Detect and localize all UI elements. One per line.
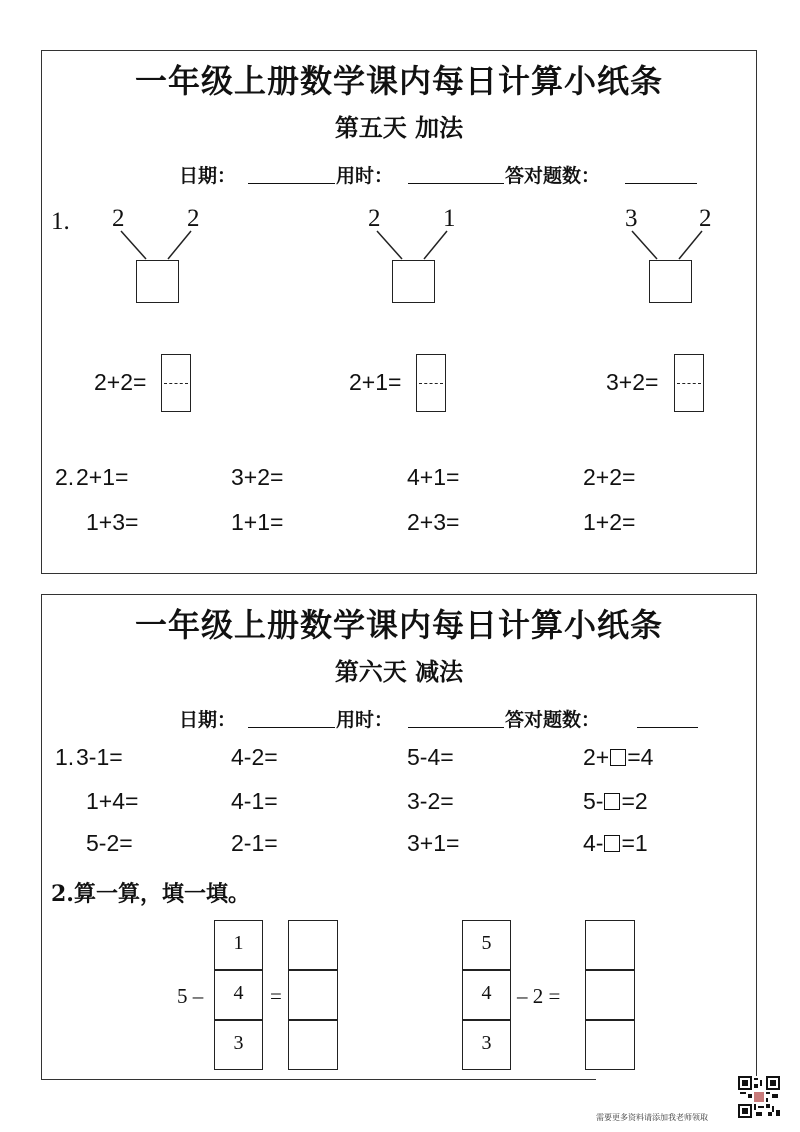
day6-card <box>41 594 757 1080</box>
correct-count-label: 答对题数： <box>505 709 601 731</box>
missing-number-problem: 5- =2 <box>583 788 648 814</box>
problem: 5-4= <box>407 744 454 770</box>
time-label: 用时： <box>336 165 394 187</box>
bond-1-right-number: 2 <box>187 205 200 232</box>
bond-1-answer-box[interactable] <box>136 260 179 303</box>
problem: 1+4= <box>86 788 139 814</box>
question-2-label: 2. <box>55 464 75 490</box>
problem: 2+2= <box>583 464 636 490</box>
number-bond-lines <box>42 51 758 351</box>
machine-right-output-box[interactable] <box>585 970 635 1020</box>
problem: 4-1= <box>231 788 278 814</box>
correct-count-label: 答对题数： <box>505 165 601 187</box>
machine-left-input: 4 <box>214 970 263 1020</box>
bond-3-expression: 3+2= <box>606 369 659 395</box>
footer-note: 需要更多资料请添加我老师领取 <box>596 1113 708 1122</box>
missing-number-problem: 4- =1 <box>583 830 648 856</box>
question-1-label: 1. <box>51 208 70 235</box>
date-label: 日期： <box>179 709 237 731</box>
bond-1-left-number: 2 <box>112 205 125 232</box>
day5-card <box>41 50 757 574</box>
question-1-label: 1. <box>55 744 75 770</box>
machine-left-output-box[interactable] <box>288 1020 338 1070</box>
bond-1-split-box[interactable] <box>161 354 191 412</box>
problem: 3-2= <box>407 788 454 814</box>
problem: 3+2= <box>231 464 284 490</box>
qr-code-icon <box>738 1076 780 1118</box>
problem: 1+3= <box>86 509 139 535</box>
blank-box[interactable] <box>604 793 620 810</box>
bond-2-expression: 2+1= <box>349 369 402 395</box>
machine-right-output-box[interactable] <box>585 1020 635 1070</box>
date-label: 日期： <box>179 165 237 187</box>
problem: 3-1= <box>76 744 123 770</box>
missing-number-problem: 2+ =4 <box>583 744 654 770</box>
blank-box[interactable] <box>610 749 626 766</box>
problem: 1+1= <box>231 509 284 535</box>
bond-3-left-number: 3 <box>625 205 638 232</box>
machine-left-output-box[interactable] <box>288 970 338 1020</box>
machine-left-prefix: 5 – <box>177 984 204 1008</box>
bond-3-split-box[interactable] <box>674 354 704 412</box>
lesson-subtitle: 第六天 减法 <box>334 657 464 686</box>
bond-1-expression: 2+2= <box>94 369 147 395</box>
machine-right-input: 5 <box>462 920 511 970</box>
machine-left-input: 1 <box>214 920 263 970</box>
problem: 2-1= <box>231 830 278 856</box>
page-title: 一年级上册数学课内每日计算小纸条 <box>134 62 663 100</box>
correct-count-blank[interactable] <box>637 727 698 728</box>
machine-right-input: 3 <box>462 1020 511 1070</box>
problem: 4+1= <box>407 464 460 490</box>
problem: 2+3= <box>407 509 460 535</box>
bond-2-answer-box[interactable] <box>392 260 435 303</box>
problem: 3+1= <box>407 830 460 856</box>
machine-left-output-box[interactable] <box>288 920 338 970</box>
bond-3-right-number: 2 <box>699 205 712 232</box>
time-blank[interactable] <box>408 727 504 728</box>
lesson-subtitle: 第五天 加法 <box>334 113 464 142</box>
machine-left-equals: = <box>270 984 282 1008</box>
machine-right-input: 4 <box>462 970 511 1020</box>
time-label: 用时： <box>336 709 394 731</box>
bond-2-split-box[interactable] <box>416 354 446 412</box>
machine-right-output-box[interactable] <box>585 920 635 970</box>
problem: 2+1= <box>76 464 129 490</box>
question-2-heading: 2.算一算，填一填。 <box>51 881 250 907</box>
machine-left-input: 3 <box>214 1020 263 1070</box>
problem: 4-2= <box>231 744 278 770</box>
blank-box[interactable] <box>604 835 620 852</box>
machine-right-suffix: – 2 = <box>517 984 561 1008</box>
page-title: 一年级上册数学课内每日计算小纸条 <box>134 606 663 644</box>
problem: 5-2= <box>86 830 133 856</box>
date-blank[interactable] <box>248 727 335 728</box>
bond-2-right-number: 1 <box>443 205 456 232</box>
problem: 1+2= <box>583 509 636 535</box>
bond-2-left-number: 2 <box>368 205 381 232</box>
bond-3-answer-box[interactable] <box>649 260 692 303</box>
